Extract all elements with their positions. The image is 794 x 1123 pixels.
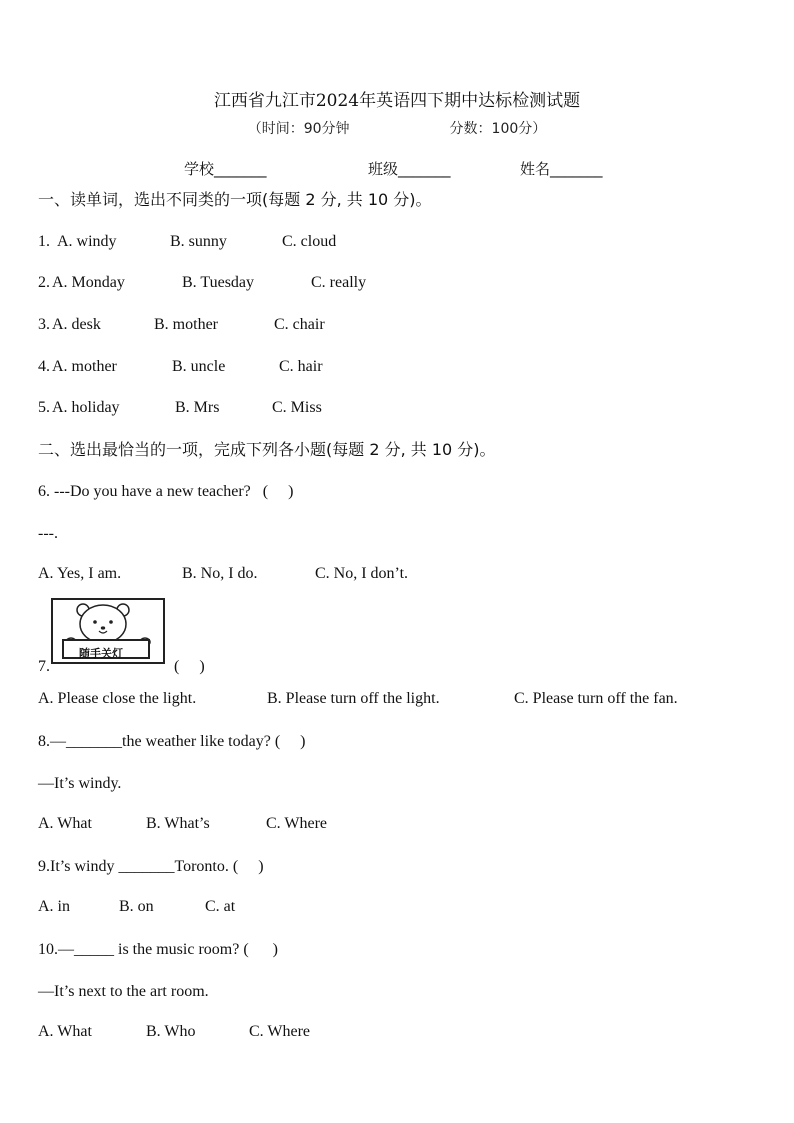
option-c[interactable]: C. Where xyxy=(249,1023,311,1040)
option-c[interactable]: C. Miss xyxy=(272,399,322,416)
question-number: 1. xyxy=(38,233,54,250)
option-b[interactable]: B. on xyxy=(119,898,154,915)
option-a[interactable]: A. in xyxy=(38,898,70,915)
question-number: 4. xyxy=(38,358,50,375)
option-a[interactable]: A. desk xyxy=(52,316,101,333)
answer-line: ---. xyxy=(38,525,58,542)
option-b[interactable]: B. Please turn off the light. xyxy=(267,690,440,707)
option-c[interactable]: C. No, I don’t. xyxy=(315,565,409,582)
exam-info xyxy=(0,118,794,138)
option-b[interactable]: B. Tuesday xyxy=(182,274,255,291)
option-c[interactable]: C. at xyxy=(205,898,236,915)
option-a[interactable]: A. What xyxy=(38,1023,92,1040)
exam-score: 分数：100分） xyxy=(449,121,547,137)
option-b[interactable]: B. uncle xyxy=(172,358,226,375)
option-c[interactable]: C. cloud xyxy=(282,233,337,250)
page-title: 江西省九江市2024年英语四下期中达标检测试题 xyxy=(213,91,581,111)
reply-line: —It’s windy. xyxy=(38,775,122,792)
section-1-heading: 一、读单词，选出不同类的一项(每题 2 分, 共 10 分)。 xyxy=(38,190,432,209)
option-b[interactable]: B. What’s xyxy=(146,815,210,832)
option-c[interactable]: C. chair xyxy=(274,316,325,333)
school-field[interactable]: 学校_______ xyxy=(184,160,267,178)
answer-bracket: ( ) xyxy=(174,658,205,675)
question-stem: 10.—_____ is the music room? ( ) xyxy=(38,941,278,958)
option-c[interactable]: C. Where xyxy=(266,815,328,832)
question-number: 5. xyxy=(38,399,50,416)
option-a[interactable]: A. Monday xyxy=(52,274,125,291)
option-b[interactable]: B. No, I do. xyxy=(182,565,258,582)
question-stem: 8.—_______the weather like today? ( ) xyxy=(38,733,306,750)
option-a[interactable]: A. windy xyxy=(57,233,117,250)
turn-off-light-sign-image xyxy=(51,598,165,664)
question-number: 2. xyxy=(38,274,50,291)
exam-time: （时间：90分钟 xyxy=(247,121,350,137)
sign-text: 随手关灯 xyxy=(79,647,123,660)
class-field[interactable]: 班级_______ xyxy=(368,160,451,178)
question-stem: 6. ---Do you have a new teacher? ( ) xyxy=(38,483,294,500)
option-b[interactable]: B. Mrs xyxy=(175,399,220,416)
option-a[interactable]: A. Please close the light. xyxy=(38,690,197,707)
option-a[interactable]: A. Yes, I am. xyxy=(38,565,122,582)
section-2-heading: 二、选出最恰当的一项，完成下列各小题(每题 2 分, 共 10 分)。 xyxy=(38,440,496,459)
option-b[interactable]: B. Who xyxy=(146,1023,196,1040)
option-c[interactable]: C. hair xyxy=(279,358,323,375)
question-number: 3. xyxy=(38,316,50,333)
option-c[interactable]: C. really xyxy=(311,274,367,291)
option-a[interactable]: A. holiday xyxy=(52,399,120,416)
question-stem: 9.It’s windy _______Toronto. ( ) xyxy=(38,858,264,875)
option-b[interactable]: B. mother xyxy=(154,316,218,333)
option-a[interactable]: A. mother xyxy=(52,358,117,375)
option-c[interactable]: C. Please turn off the fan. xyxy=(514,690,678,707)
option-b[interactable]: B. sunny xyxy=(170,233,227,250)
option-a[interactable]: A. What xyxy=(38,815,92,832)
question-number: 7. xyxy=(38,658,50,675)
name-field[interactable]: 姓名_______ xyxy=(520,160,603,178)
reply-line: —It’s next to the art room. xyxy=(38,983,209,1000)
